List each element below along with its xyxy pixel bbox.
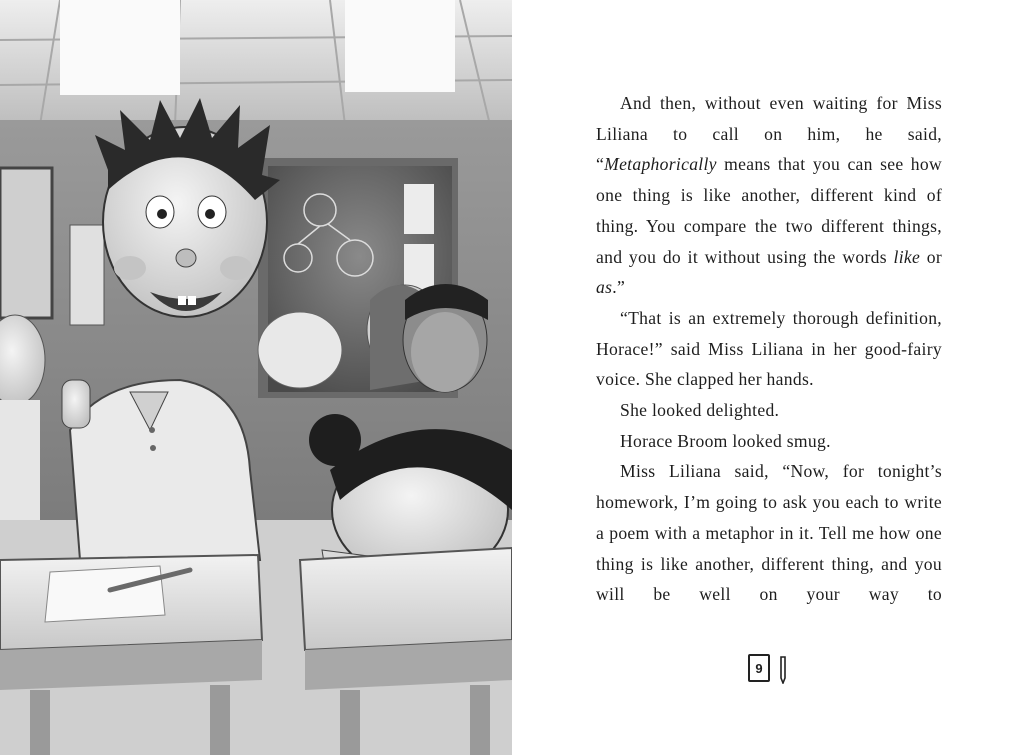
paragraph	[596, 88, 942, 303]
italic-text: Metaphorically	[604, 154, 717, 175]
paragraph	[596, 426, 942, 457]
text-run: And then, without even waiting for Miss Liliana to call on him, he said, “	[596, 93, 942, 175]
text-run: means that you can see how one thing is like another, different kind of thing. You compare the two different things, and you do it without using the words	[596, 154, 942, 267]
paragraph	[596, 303, 942, 395]
text-page	[512, 0, 1024, 755]
text-run: “That is an extremely thorough definition, Horace!” said Miss Liliana in her good-fairy voice. She clapped her hands.	[596, 307, 942, 390]
paragraph	[596, 456, 942, 610]
text-run: Horace Broom looked smug.	[620, 430, 831, 451]
text-run: Miss Liliana said, “Now, for tonight’s homework, I’m going to ask you each to write a poem with a metaphor in it. Tell me how one thing is like another, different thing, and you will be well on your way to	[596, 461, 942, 605]
pencil-icon	[778, 656, 788, 684]
page-number-label: 9	[755, 660, 763, 676]
text-run: .”	[612, 277, 626, 298]
text-run: or	[920, 246, 942, 267]
italic-text: like	[893, 246, 921, 267]
page-number	[748, 654, 770, 682]
text-run: She looked delighted.	[620, 400, 780, 421]
paragraph	[596, 395, 942, 426]
italic-text: as	[596, 277, 613, 298]
story-text	[596, 88, 942, 610]
